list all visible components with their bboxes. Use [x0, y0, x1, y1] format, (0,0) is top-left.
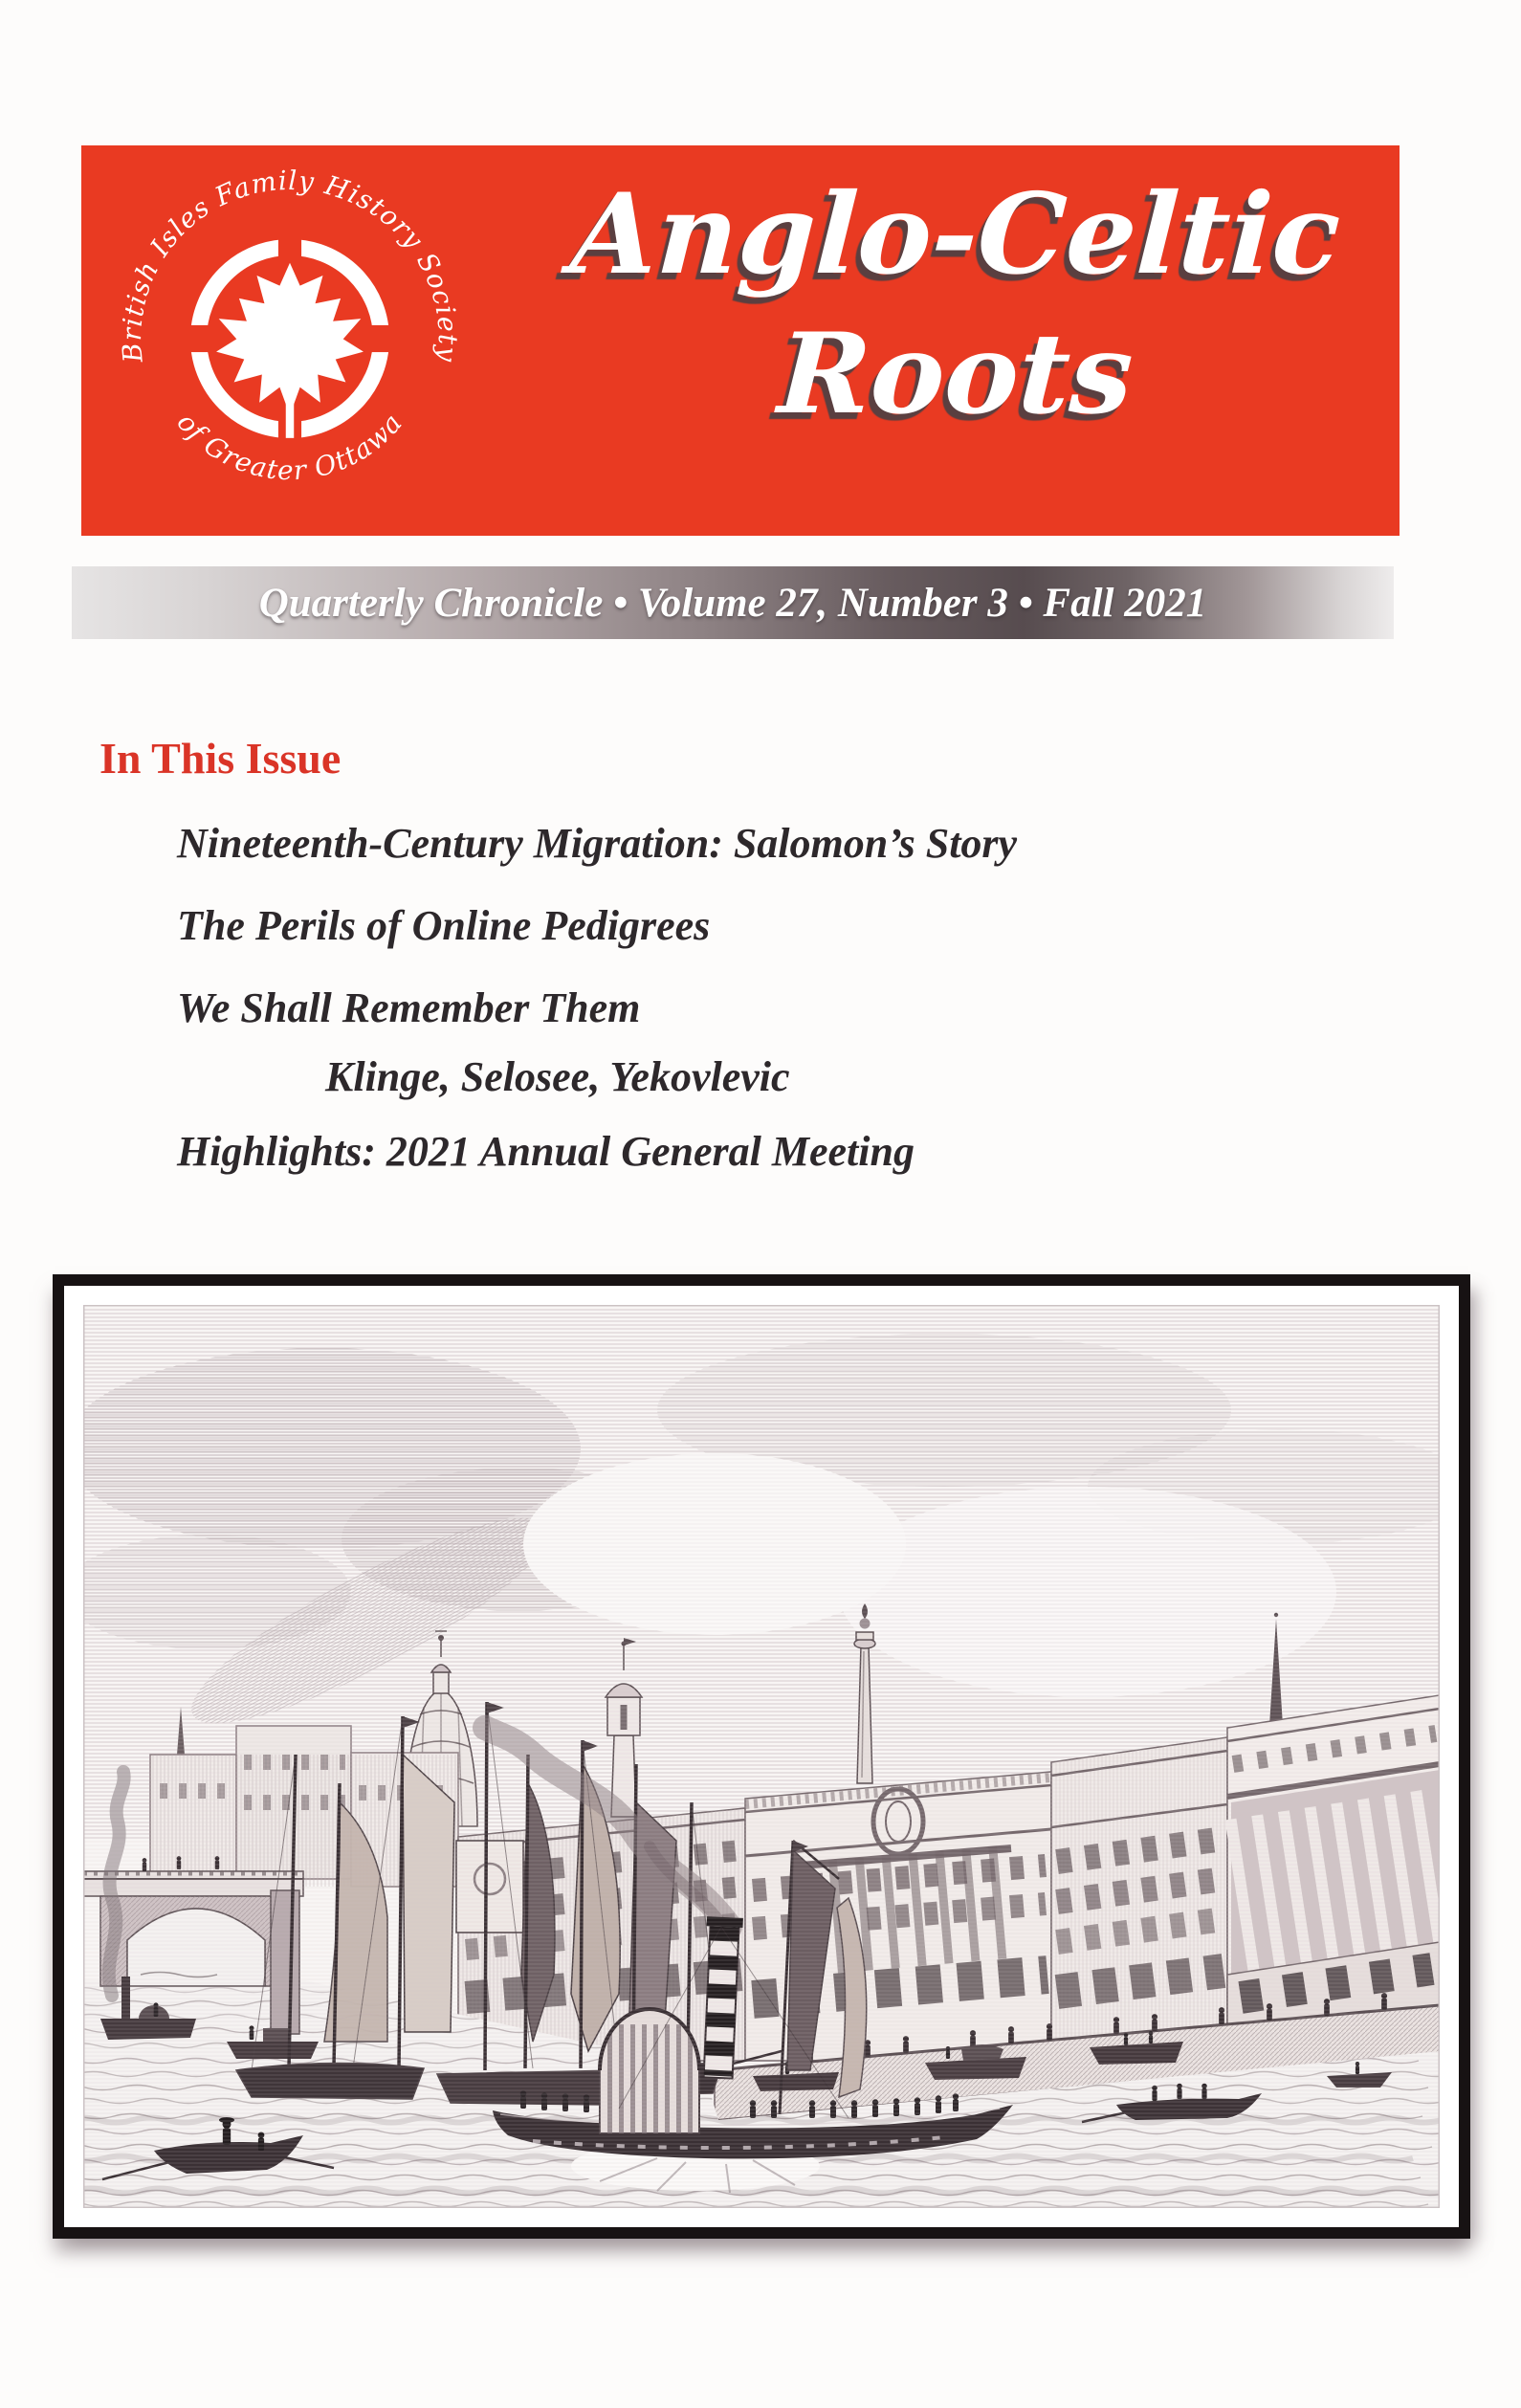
logo-arc-text-bottom: of Greater Ottawa	[170, 407, 409, 487]
magazine-title-line1: Anglo-Celtic	[567, 169, 1344, 299]
toc-item: The Perils of Online Pedigrees	[177, 901, 711, 949]
logo-arc-text-top: British Isles Family History Society	[115, 164, 464, 365]
engraving-scanlines	[83, 1305, 1440, 2208]
society-logo	[102, 153, 477, 528]
chronicle-bar-text: Quarterly Chronicle • Volume 27, Number 3 • Fall 2021	[258, 580, 1207, 626]
toc-section	[177, 819, 1373, 1209]
toc-item: Highlights: 2021 Annual General Meeting	[177, 1127, 915, 1175]
magazine-title	[531, 165, 1380, 444]
toc-item: Nineteenth-Century Migration: Salomon’s Story	[177, 820, 1018, 867]
cover-figure-frame	[53, 1274, 1470, 2239]
toc-heading: In This Issue	[99, 734, 342, 783]
masthead-banner	[81, 145, 1400, 536]
toc-item: Klinge, Selosee, Yekovlevic	[325, 1052, 790, 1100]
chronicle-bar	[72, 566, 1394, 639]
magazine-title-line2: Roots	[775, 309, 1136, 440]
toc-item: We Shall Remember Them	[177, 983, 641, 1031]
cover-engraving	[83, 1305, 1440, 2208]
